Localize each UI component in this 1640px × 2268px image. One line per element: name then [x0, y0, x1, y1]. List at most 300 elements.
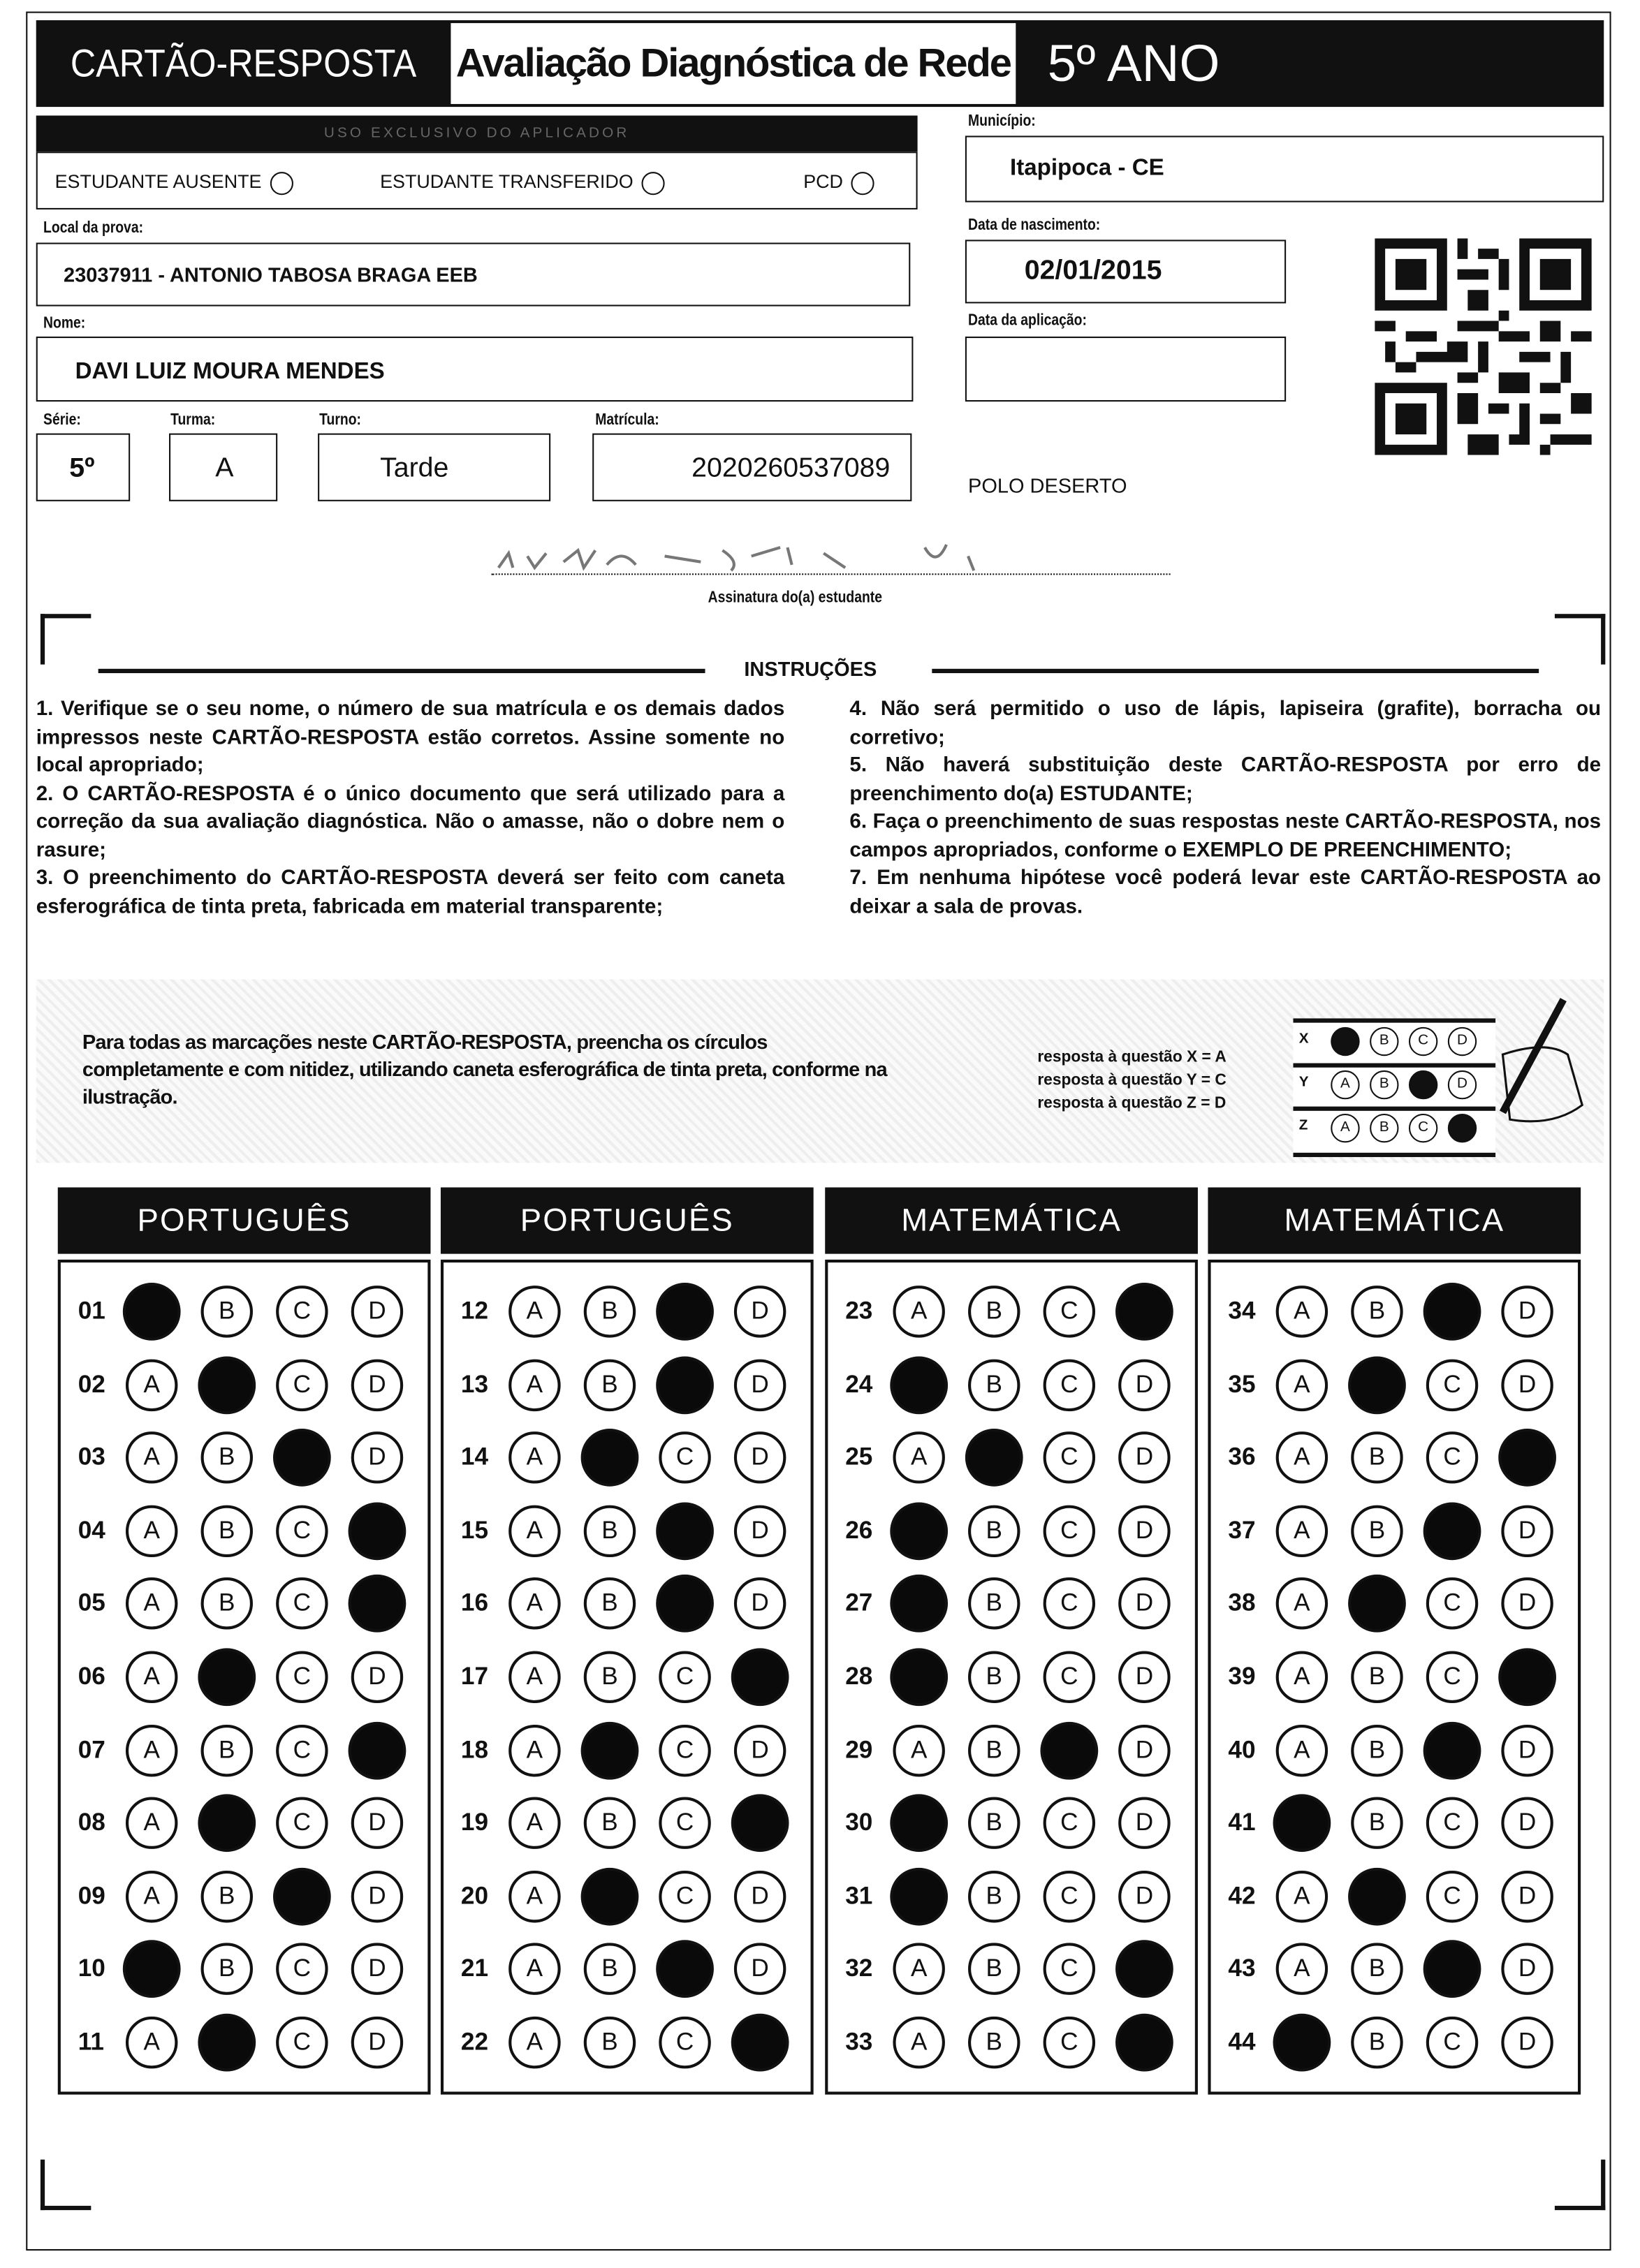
answer-bubble-b[interactable]: B: [1351, 1943, 1403, 1995]
nascimento-label: Data de nascimento:: [968, 216, 1101, 235]
answer-bubble-a[interactable]: A: [508, 1286, 560, 1337]
answer-bubble-b-filled[interactable]: B: [1348, 1356, 1406, 1414]
answer-bubble-a[interactable]: A: [508, 1724, 560, 1776]
grade-title: 5º ANO: [1047, 33, 1220, 93]
answer-bubble-b[interactable]: B: [1351, 1651, 1403, 1703]
answer-bubble-c-filled[interactable]: C: [656, 1356, 714, 1414]
answer-bubble-d[interactable]: D: [351, 1286, 403, 1337]
divider: [1293, 1107, 1495, 1111]
instruction-item: 4. Não será permitido o uso de lápis, lapiseira (grafite), borracha ou corretivo;: [849, 698, 1602, 749]
answer-bubble-c[interactable]: C: [1044, 1505, 1095, 1556]
answer-bubble-c[interactable]: C: [1044, 1871, 1095, 1922]
answer-bubble-c[interactable]: C: [1044, 1651, 1095, 1703]
example-question-label: X: [1298, 1031, 1309, 1047]
matricula-field: [592, 434, 911, 501]
question-number: 12: [460, 1297, 489, 1325]
answer-bubble-a[interactable]: A: [126, 1359, 177, 1411]
nome-label: Nome:: [43, 314, 86, 332]
answer-bubble-b-filled[interactable]: B: [965, 1429, 1023, 1487]
question-number: 05: [78, 1589, 105, 1617]
answer-bubble-b[interactable]: B: [201, 1286, 253, 1337]
answer-bubble-b[interactable]: B: [968, 1505, 1020, 1556]
example-bubble: B: [1370, 1114, 1398, 1142]
answer-bubble-b[interactable]: B: [584, 1359, 636, 1411]
municipio-field: [965, 135, 1604, 202]
question-number: 17: [460, 1663, 489, 1691]
answer-bubble-a[interactable]: A: [126, 2017, 177, 2068]
answer-bubble-b[interactable]: B: [968, 1359, 1020, 1411]
question-number: 36: [1228, 1443, 1256, 1471]
answer-bubble-b-filled[interactable]: B: [198, 1795, 256, 1853]
pcd-label: PCD: [803, 170, 843, 193]
answer-bubble-b[interactable]: B: [584, 2017, 636, 2068]
answer-bubble-c[interactable]: C: [1426, 1871, 1478, 1922]
example-bubble: D: [1448, 1027, 1477, 1056]
answer-bubble-c[interactable]: C: [276, 1578, 328, 1630]
answer-bubble-d[interactable]: D: [351, 1359, 403, 1411]
answer-bubble-c-filled[interactable]: C: [1423, 1283, 1481, 1341]
answer-bubble-d-filled[interactable]: D: [1498, 1648, 1556, 1706]
answer-bubble-c[interactable]: C: [276, 1797, 328, 1849]
answer-bubble-c[interactable]: C: [1044, 1943, 1095, 1995]
answer-bubble-d-filled[interactable]: D: [349, 1721, 407, 1779]
polo-label: POLO DESERTO: [968, 473, 1127, 497]
answer-bubble-a[interactable]: A: [508, 2017, 560, 2068]
answer-bubble-d-filled[interactable]: D: [1115, 1283, 1173, 1341]
answer-bubble-a[interactable]: A: [1276, 1505, 1328, 1556]
answer-bubble-c-filled[interactable]: C: [656, 1575, 714, 1633]
local-label: Local da prova:: [43, 219, 144, 237]
answer-bubble-c-filled[interactable]: C: [1423, 1941, 1481, 1998]
transferred-radio[interactable]: [642, 171, 665, 194]
answer-bubble-d[interactable]: D: [1118, 1359, 1170, 1411]
serie-label: Série:: [43, 411, 81, 429]
transferred-label: ESTUDANTE TRANSFERIDO: [380, 170, 634, 193]
question-number: 31: [845, 1882, 873, 1910]
answer-bubble-d[interactable]: D: [1118, 1797, 1170, 1849]
question-number: 42: [1228, 1882, 1256, 1910]
answer-bubble-d-filled[interactable]: D: [349, 1575, 407, 1633]
answer-bubble-d[interactable]: D: [734, 1578, 786, 1630]
answer-bubble-d-filled[interactable]: D: [731, 2014, 789, 2072]
section-header: MATEMÁTICA: [825, 1187, 1198, 1253]
answer-bubble-c[interactable]: C: [1426, 1359, 1478, 1411]
answer-bubble-d[interactable]: D: [1501, 1578, 1553, 1630]
question-number: 32: [845, 1954, 873, 1983]
question-number: 35: [1228, 1370, 1256, 1398]
answer-bubble-b[interactable]: B: [201, 1505, 253, 1556]
question-number: 20: [460, 1882, 489, 1910]
answer-bubble-c[interactable]: C: [659, 2017, 710, 2068]
answer-bubble-b[interactable]: B: [1351, 2017, 1403, 2068]
example-question-label: Y: [1298, 1075, 1309, 1091]
matricula-value: 2020260537089: [691, 453, 891, 485]
answer-bubble-b[interactable]: B: [201, 1871, 253, 1922]
answer-bubble-b[interactable]: B: [201, 1431, 253, 1483]
answer-bubble-b[interactable]: B: [201, 1943, 253, 1995]
answer-bubble-a-filled[interactable]: A: [890, 1795, 948, 1853]
turno-field: [318, 434, 550, 501]
answer-bubble-a-filled[interactable]: A: [890, 1502, 948, 1560]
example-bubble: C: [1409, 1114, 1437, 1142]
answer-bubble-d-filled[interactable]: D: [1115, 1941, 1173, 1998]
nome-value: DAVI LUIZ MOURA MENDES: [75, 360, 385, 385]
question-number: 34: [1228, 1297, 1256, 1325]
legend-line: resposta à questão X = A: [1037, 1048, 1227, 1066]
answer-bubble-d-filled[interactable]: D: [731, 1648, 789, 1706]
answer-bubble-a-filled[interactable]: A: [890, 1575, 948, 1633]
question-number: 38: [1228, 1589, 1256, 1617]
answer-bubble-d[interactable]: D: [1118, 1578, 1170, 1630]
applicator-band: USO EXCLUSIVO DO APLICADOR: [36, 115, 918, 152]
answer-bubble-a[interactable]: A: [1276, 1286, 1328, 1337]
nome-field: [36, 337, 914, 402]
answer-bubble-d[interactable]: D: [1501, 2017, 1553, 2068]
answer-bubble-a[interactable]: A: [126, 1797, 177, 1849]
answer-bubble-c-filled[interactable]: C: [656, 1502, 714, 1560]
local-field: [36, 243, 911, 307]
question-number: 22: [460, 2028, 489, 2056]
answer-bubble-d[interactable]: D: [351, 1651, 403, 1703]
question-number: 28: [845, 1663, 873, 1691]
question-number: 03: [78, 1443, 105, 1471]
answer-bubble-a[interactable]: A: [126, 1651, 177, 1703]
answer-bubble-a[interactable]: A: [1276, 1431, 1328, 1483]
answer-bubble-b-filled[interactable]: B: [198, 1356, 256, 1414]
applicator-box: [36, 152, 918, 209]
answer-bubble-c-filled[interactable]: C: [1423, 1721, 1481, 1779]
answer-bubble-a-filled[interactable]: A: [890, 1867, 948, 1925]
instructions-title: INSTRUÇÕES: [744, 657, 877, 681]
answer-bubble-b[interactable]: B: [968, 1871, 1020, 1922]
example-bubble: C: [1409, 1027, 1437, 1056]
answer-bubble-c[interactable]: C: [276, 1724, 328, 1776]
answer-bubble-a[interactable]: A: [508, 1871, 560, 1922]
question-number: 30: [845, 1809, 873, 1836]
answer-bubble-d[interactable]: D: [1118, 1724, 1170, 1776]
matricula-label: Matrícula:: [595, 411, 659, 429]
answer-bubble-c[interactable]: C: [1044, 1286, 1095, 1337]
turma-field: [169, 434, 277, 501]
answer-bubble-c[interactable]: C: [1044, 2017, 1095, 2068]
question-number: 02: [78, 1370, 105, 1398]
aplicacao-field[interactable]: [965, 337, 1286, 402]
answer-bubble-c[interactable]: C: [1426, 1431, 1478, 1483]
answer-bubble-a[interactable]: A: [1276, 1651, 1328, 1703]
answer-bubble-b[interactable]: B: [584, 1943, 636, 1995]
example-bubble-filled: D: [1448, 1114, 1477, 1142]
legend-line: resposta à questão Y = C: [1037, 1071, 1227, 1089]
answer-bubble-d[interactable]: D: [351, 1943, 403, 1995]
answer-bubble-c[interactable]: C: [276, 1359, 328, 1411]
section-header: PORTUGUÊS: [441, 1187, 814, 1253]
answer-bubble-b-filled[interactable]: B: [1348, 1867, 1406, 1925]
answer-bubble-b[interactable]: B: [968, 1578, 1020, 1630]
answer-bubble-a[interactable]: A: [1276, 1871, 1328, 1922]
answer-bubble-b[interactable]: B: [968, 1286, 1020, 1337]
example-text: Para todas as marcações neste CARTÃO-RESPOSTA, preencha os círculos completamente e com nitidez, utilizando caneta esferográfica de tinta preta, conforme na ilustração.: [82, 1029, 887, 1108]
example-bubble-filled: C: [1409, 1070, 1437, 1099]
example-bubble-filled: A: [1331, 1027, 1359, 1056]
answer-bubble-d-filled[interactable]: D: [349, 1502, 407, 1560]
answer-bubble-d[interactable]: D: [1501, 1505, 1553, 1556]
answer-bubble-d[interactable]: D: [1118, 1431, 1170, 1483]
turno-value: Tarde: [380, 453, 449, 485]
answer-bubble-d[interactable]: D: [1501, 1797, 1553, 1849]
question-number: 18: [460, 1735, 489, 1764]
answer-bubble-c-filled[interactable]: C: [1040, 1721, 1098, 1779]
answer-bubble-c[interactable]: C: [1426, 2017, 1478, 2068]
answer-bubble-d-filled[interactable]: D: [1498, 1429, 1556, 1487]
answer-bubble-c[interactable]: C: [659, 1724, 710, 1776]
example-bubble: A: [1331, 1070, 1359, 1099]
answer-bubble-b[interactable]: B: [584, 1578, 636, 1630]
answer-bubble-a[interactable]: A: [508, 1651, 560, 1703]
question-number: 24: [845, 1370, 873, 1398]
question-number: 44: [1228, 2028, 1256, 2056]
example-bubble: B: [1370, 1027, 1398, 1056]
answer-bubble-a[interactable]: A: [126, 1871, 177, 1922]
answer-bubble-a[interactable]: A: [508, 1943, 560, 1995]
question-number: 10: [78, 1954, 105, 1983]
question-number: 16: [460, 1589, 489, 1617]
answer-bubble-d[interactable]: D: [1501, 1724, 1553, 1776]
answer-bubble-c[interactable]: C: [276, 2017, 328, 2068]
answer-bubble-a[interactable]: A: [1276, 1724, 1328, 1776]
answer-bubble-a[interactable]: A: [893, 2017, 944, 2068]
answer-bubble-b[interactable]: B: [968, 1943, 1020, 1995]
answer-bubble-c[interactable]: C: [659, 1651, 710, 1703]
answer-bubble-d[interactable]: D: [1118, 1505, 1170, 1556]
pcd-radio[interactable]: [851, 171, 874, 194]
signature-label: Assinatura do(a) estudante: [708, 589, 883, 607]
answer-bubble-d-filled[interactable]: D: [731, 1795, 789, 1853]
answer-bubble-a[interactable]: A: [508, 1505, 560, 1556]
question-number: 19: [460, 1809, 489, 1836]
instruction-item: 1. Verifique se o seu nome, o número de sua matrícula e os demais dados impressos neste CARTÃO-RESPOSTA estão corretos. Assine somente no local apropriado;: [36, 698, 785, 777]
answer-bubble-c-filled[interactable]: C: [1423, 1502, 1481, 1560]
corner-mark: [41, 2160, 91, 2210]
answer-bubble-d[interactable]: D: [734, 1943, 786, 1995]
answer-bubble-d[interactable]: D: [734, 1359, 786, 1411]
question-number: 08: [78, 1809, 105, 1836]
answer-bubble-a[interactable]: A: [1276, 1943, 1328, 1995]
answer-bubble-a[interactable]: A: [893, 1431, 944, 1483]
instruction-item: 7. Em nenhuma hipótese você poderá levar este CARTÃO-RESPOSTA ao deixar a sala de provas.: [849, 867, 1602, 918]
instructions-right: [849, 696, 1601, 922]
answer-bubble-c[interactable]: C: [659, 1431, 710, 1483]
answer-bubble-d[interactable]: D: [1501, 1359, 1553, 1411]
answer-bubble-c[interactable]: C: [276, 1505, 328, 1556]
example-legend: [1037, 1046, 1226, 1115]
question-number: 29: [845, 1735, 873, 1764]
question-number: 23: [845, 1297, 873, 1325]
question-number: 07: [78, 1735, 105, 1764]
question-number: 40: [1228, 1735, 1256, 1764]
question-number: 43: [1228, 1954, 1256, 1983]
question-number: 09: [78, 1882, 105, 1910]
answer-bubble-b[interactable]: B: [201, 1578, 253, 1630]
answer-bubble-d[interactable]: D: [351, 1797, 403, 1849]
answer-bubble-d[interactable]: D: [1501, 1943, 1553, 1995]
answer-bubble-a-filled[interactable]: A: [123, 1941, 181, 1998]
answer-bubble-b[interactable]: B: [968, 2017, 1020, 2068]
corner-mark: [1555, 614, 1605, 664]
answer-bubble-a[interactable]: A: [508, 1797, 560, 1849]
answer-bubble-d[interactable]: D: [734, 1505, 786, 1556]
answer-bubble-d[interactable]: D: [1118, 1651, 1170, 1703]
answer-bubble-a[interactable]: A: [893, 1943, 944, 1995]
question-number: 26: [845, 1516, 873, 1545]
answer-bubble-b-filled[interactable]: B: [581, 1867, 639, 1925]
answer-bubble-b-filled[interactable]: B: [198, 2014, 256, 2072]
answer-bubble-b[interactable]: B: [968, 1797, 1020, 1849]
answer-bubble-a-filled[interactable]: A: [890, 1356, 948, 1414]
answer-bubble-c-filled[interactable]: C: [656, 1941, 714, 1998]
turma-label: Turma:: [170, 411, 216, 429]
aplicacao-label: Data da aplicação:: [968, 311, 1087, 330]
question-number: 06: [78, 1663, 105, 1691]
answer-bubble-d[interactable]: D: [734, 1871, 786, 1922]
answer-bubble-b-filled[interactable]: B: [581, 1721, 639, 1779]
answer-bubble-c[interactable]: C: [276, 1943, 328, 1995]
answer-bubble-a-filled[interactable]: A: [890, 1648, 948, 1706]
answer-bubble-b[interactable]: B: [1351, 1505, 1403, 1556]
answer-bubble-d-filled[interactable]: D: [1115, 2014, 1173, 2072]
turma-value: A: [215, 453, 234, 485]
answer-bubble-a[interactable]: A: [126, 1431, 177, 1483]
answer-bubble-d[interactable]: D: [351, 2017, 403, 2068]
card-title: CARTÃO-RESPOSTA: [70, 41, 417, 86]
corner-mark: [1555, 2160, 1605, 2210]
question-number: 21: [460, 1954, 489, 1983]
answer-bubble-c-filled[interactable]: C: [273, 1429, 331, 1487]
answer-bubble-b[interactable]: B: [584, 1286, 636, 1337]
answer-bubble-c[interactable]: C: [276, 1651, 328, 1703]
answer-bubble-d[interactable]: D: [1501, 1286, 1553, 1337]
answer-bubble-c[interactable]: C: [659, 1871, 710, 1922]
question-number: 14: [460, 1443, 489, 1471]
answer-bubble-c-filled[interactable]: C: [656, 1283, 714, 1341]
exam-title: Avaliação Diagnóstica de Rede: [451, 23, 1016, 104]
example-question-label: Z: [1298, 1118, 1308, 1134]
answer-bubble-c[interactable]: C: [1044, 1359, 1095, 1411]
answer-bubble-c[interactable]: C: [1426, 1651, 1478, 1703]
answer-bubble-c[interactable]: C: [1044, 1431, 1095, 1483]
instruction-item: 2. O CARTÃO-RESPOSTA é o único documento que será utilizado para a correção da sua avaliação diagnóstica. Não o amasse, não o dobre nem o rasure;: [36, 782, 785, 862]
question-number: 41: [1228, 1809, 1256, 1836]
question-number: 37: [1228, 1516, 1256, 1545]
answer-bubble-b[interactable]: B: [584, 1505, 636, 1556]
answer-bubble-c-filled[interactable]: C: [273, 1867, 331, 1925]
signature-scribble: [491, 513, 1170, 573]
question-number: 25: [845, 1443, 873, 1471]
answer-bubble-a-filled[interactable]: A: [1273, 2014, 1331, 2072]
answer-bubble-b[interactable]: B: [968, 1724, 1020, 1776]
answer-bubble-d[interactable]: D: [1501, 1871, 1553, 1922]
answer-bubble-c[interactable]: C: [276, 1286, 328, 1337]
answer-bubble-b-filled[interactable]: B: [198, 1648, 256, 1706]
answer-bubble-d[interactable]: D: [351, 1431, 403, 1483]
example-bubble: A: [1331, 1114, 1359, 1142]
answer-bubble-b[interactable]: B: [1351, 1431, 1403, 1483]
answer-bubble-d[interactable]: D: [1118, 1871, 1170, 1922]
question-number: 13: [460, 1370, 489, 1398]
answer-bubble-a[interactable]: A: [126, 1724, 177, 1776]
answer-bubble-c[interactable]: C: [1426, 1578, 1478, 1630]
answer-bubble-a-filled[interactable]: A: [1273, 1795, 1331, 1853]
instructions-left: [36, 696, 785, 922]
answer-bubble-c[interactable]: C: [1044, 1797, 1095, 1849]
section-header: PORTUGUÊS: [58, 1187, 431, 1253]
transferred-option[interactable]: [380, 170, 665, 194]
answer-bubble-d[interactable]: D: [734, 1724, 786, 1776]
serie-value: 5º: [69, 453, 95, 485]
answer-bubble-a[interactable]: A: [508, 1359, 560, 1411]
divider: [1293, 1063, 1495, 1068]
nascimento-value: 02/01/2015: [1024, 256, 1162, 286]
answer-bubble-c[interactable]: C: [1044, 1578, 1095, 1630]
question-number: 27: [845, 1589, 873, 1617]
serie-field: [36, 434, 130, 501]
answer-bubble-b[interactable]: B: [584, 1651, 636, 1703]
example-illustration: [1293, 1018, 1495, 1157]
question-number: 01: [78, 1297, 105, 1325]
answer-bubble-a[interactable]: A: [893, 1286, 944, 1337]
answer-bubble-a[interactable]: A: [508, 1578, 560, 1630]
answer-bubble-b[interactable]: B: [1351, 1724, 1403, 1776]
legend-line: resposta à questão Z = D: [1037, 1095, 1227, 1112]
question-number: 11: [78, 2028, 104, 2056]
signature-field[interactable]: [491, 513, 1170, 575]
answer-bubble-b[interactable]: B: [1351, 1286, 1403, 1337]
question-number: 04: [78, 1516, 105, 1545]
nascimento-field: [965, 240, 1286, 303]
hand-pen-icon: [1474, 996, 1604, 1141]
answer-bubble-a[interactable]: A: [126, 1505, 177, 1556]
instruction-item: 3. O preenchimento do CARTÃO-RESPOSTA deverá ser feito com caneta esferográfica de tinta preta, fabricada em material transparente;: [36, 867, 785, 918]
answer-bubble-c[interactable]: C: [659, 1797, 710, 1849]
question-number: 33: [845, 2028, 873, 2056]
answer-bubble-a[interactable]: A: [893, 1724, 944, 1776]
answer-bubble-b[interactable]: B: [968, 1651, 1020, 1703]
answer-bubble-a-filled[interactable]: A: [123, 1283, 181, 1341]
answer-bubble-a[interactable]: A: [1276, 1578, 1328, 1630]
qr-code: [1372, 238, 1594, 455]
absent-radio[interactable]: [270, 171, 293, 194]
answer-bubble-b[interactable]: B: [584, 1797, 636, 1849]
answer-bubble-c[interactable]: C: [1426, 1797, 1478, 1849]
example-bubble: B: [1370, 1070, 1398, 1099]
answer-bubble-b[interactable]: B: [1351, 1797, 1403, 1849]
answer-bubble-d[interactable]: D: [351, 1871, 403, 1922]
answer-bubble-a[interactable]: A: [126, 1578, 177, 1630]
question-number: 39: [1228, 1663, 1256, 1691]
answer-bubble-a[interactable]: A: [1276, 1359, 1328, 1411]
answer-bubble-b-filled[interactable]: B: [581, 1429, 639, 1487]
answer-bubble-d[interactable]: D: [734, 1431, 786, 1483]
absent-option[interactable]: [55, 170, 293, 194]
local-value: 23037911 - ANTONIO TABOSA BRAGA EEB: [64, 263, 478, 286]
absent-label: ESTUDANTE AUSENTE: [54, 170, 262, 193]
answer-bubble-b-filled[interactable]: B: [1348, 1575, 1406, 1633]
answer-bubble-b[interactable]: B: [201, 1724, 253, 1776]
answer-bubble-a[interactable]: A: [508, 1431, 560, 1483]
answer-bubble-d[interactable]: D: [734, 1286, 786, 1337]
pcd-option[interactable]: [803, 170, 874, 194]
corner-mark: [41, 614, 91, 664]
municipio-label: Município:: [968, 112, 1036, 131]
